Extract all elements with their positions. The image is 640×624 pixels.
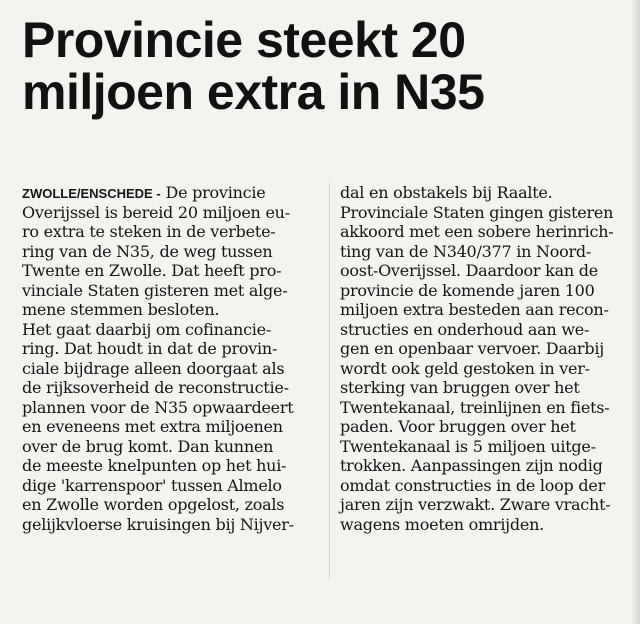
article-line: Provinciale Staten gingen gisteren: [340, 202, 614, 222]
article-line: ro extra te steken in de verbete-: [22, 222, 276, 241]
headline: [22, 14, 622, 118]
headline-line: Provincie steekt 20: [22, 12, 466, 68]
article-line: en Zwolle worden opgelost, zoals: [22, 495, 285, 514]
article-text: De provincie: [160, 183, 266, 202]
article-line: structies en onderhoud aan we-: [340, 319, 590, 339]
article-line: plannen voor de N35 opwaardeert: [22, 397, 294, 417]
article-line: Overijssel is bereid 20 miljoen eu-: [22, 202, 290, 222]
article-line: gen en openbaar vervoer. Daarbij: [340, 339, 604, 358]
article-first-line: [22, 183, 322, 203]
article-line: trokken. Aanpassingen zijn nodig: [340, 456, 603, 475]
article-line: Twente en Zwolle. Dat heeft pro-: [22, 261, 282, 280]
article-line: ciale bijdrage alleen doorgaat als: [22, 358, 285, 378]
article-line: provincie de komende jaren 100: [340, 280, 595, 300]
article-line: oost-Overijssel. Daardoor kan de: [340, 261, 598, 280]
article-line: Het gaat daarbij om cofinancie-: [22, 319, 272, 339]
article-line: akkoord met een sobere herinrich-: [340, 222, 614, 241]
article-line: de meeste knelpunten op het hui-: [22, 456, 287, 475]
article-line: wagens moeten omrijden.: [340, 514, 544, 534]
article-line: gelijkvloerse kruisingen bij Nijver-: [22, 514, 294, 534]
article-line: en eveneens met extra miljoenen: [22, 417, 283, 436]
article-line: over de brug komt. Dan kunnen: [22, 436, 274, 456]
article-line: jaren zijn verzwakt. Zware vracht-: [340, 495, 611, 514]
article-line: ting van de N340/377 in Noord-: [340, 241, 592, 261]
article-line: wordt ook geld gestoken in ver-: [340, 358, 590, 378]
article-line: Twentekanaal, treinlijnen en fiets-: [340, 397, 610, 417]
article-line: Twentekanaal is 5 miljoen uitge-: [340, 436, 596, 456]
article-line: de rijksoverheid de reconstructie-: [22, 378, 289, 397]
dateline: ZWOLLE/ENSCHEDE -: [22, 186, 161, 201]
column-divider: [329, 183, 330, 578]
page-edge-shadow: [630, 0, 640, 624]
article-line: paden. Voor bruggen over het: [340, 417, 576, 436]
article-line: miljoen extra besteden aan recon-: [340, 300, 609, 319]
article-line: omdat constructies in de loop der: [340, 475, 605, 495]
article-line: sterking van bruggen over het: [340, 378, 580, 397]
article-line: ring van de N35, de weg tussen: [22, 241, 273, 261]
article-line: ring. Dat houdt in dat de provin-: [22, 339, 278, 358]
article-line: dal en obstakels bij Raalte.: [340, 183, 553, 202]
article-column-right: [340, 183, 632, 534]
article-line: dige 'karrenspoor' tussen Almelo: [22, 475, 282, 495]
article-line: vinciale Staten gisteren met alge-: [22, 280, 288, 300]
article-column-left: [22, 183, 322, 534]
headline-line: miljoen extra in N35: [22, 64, 485, 120]
article-line: mene stemmen besloten.: [22, 300, 220, 319]
